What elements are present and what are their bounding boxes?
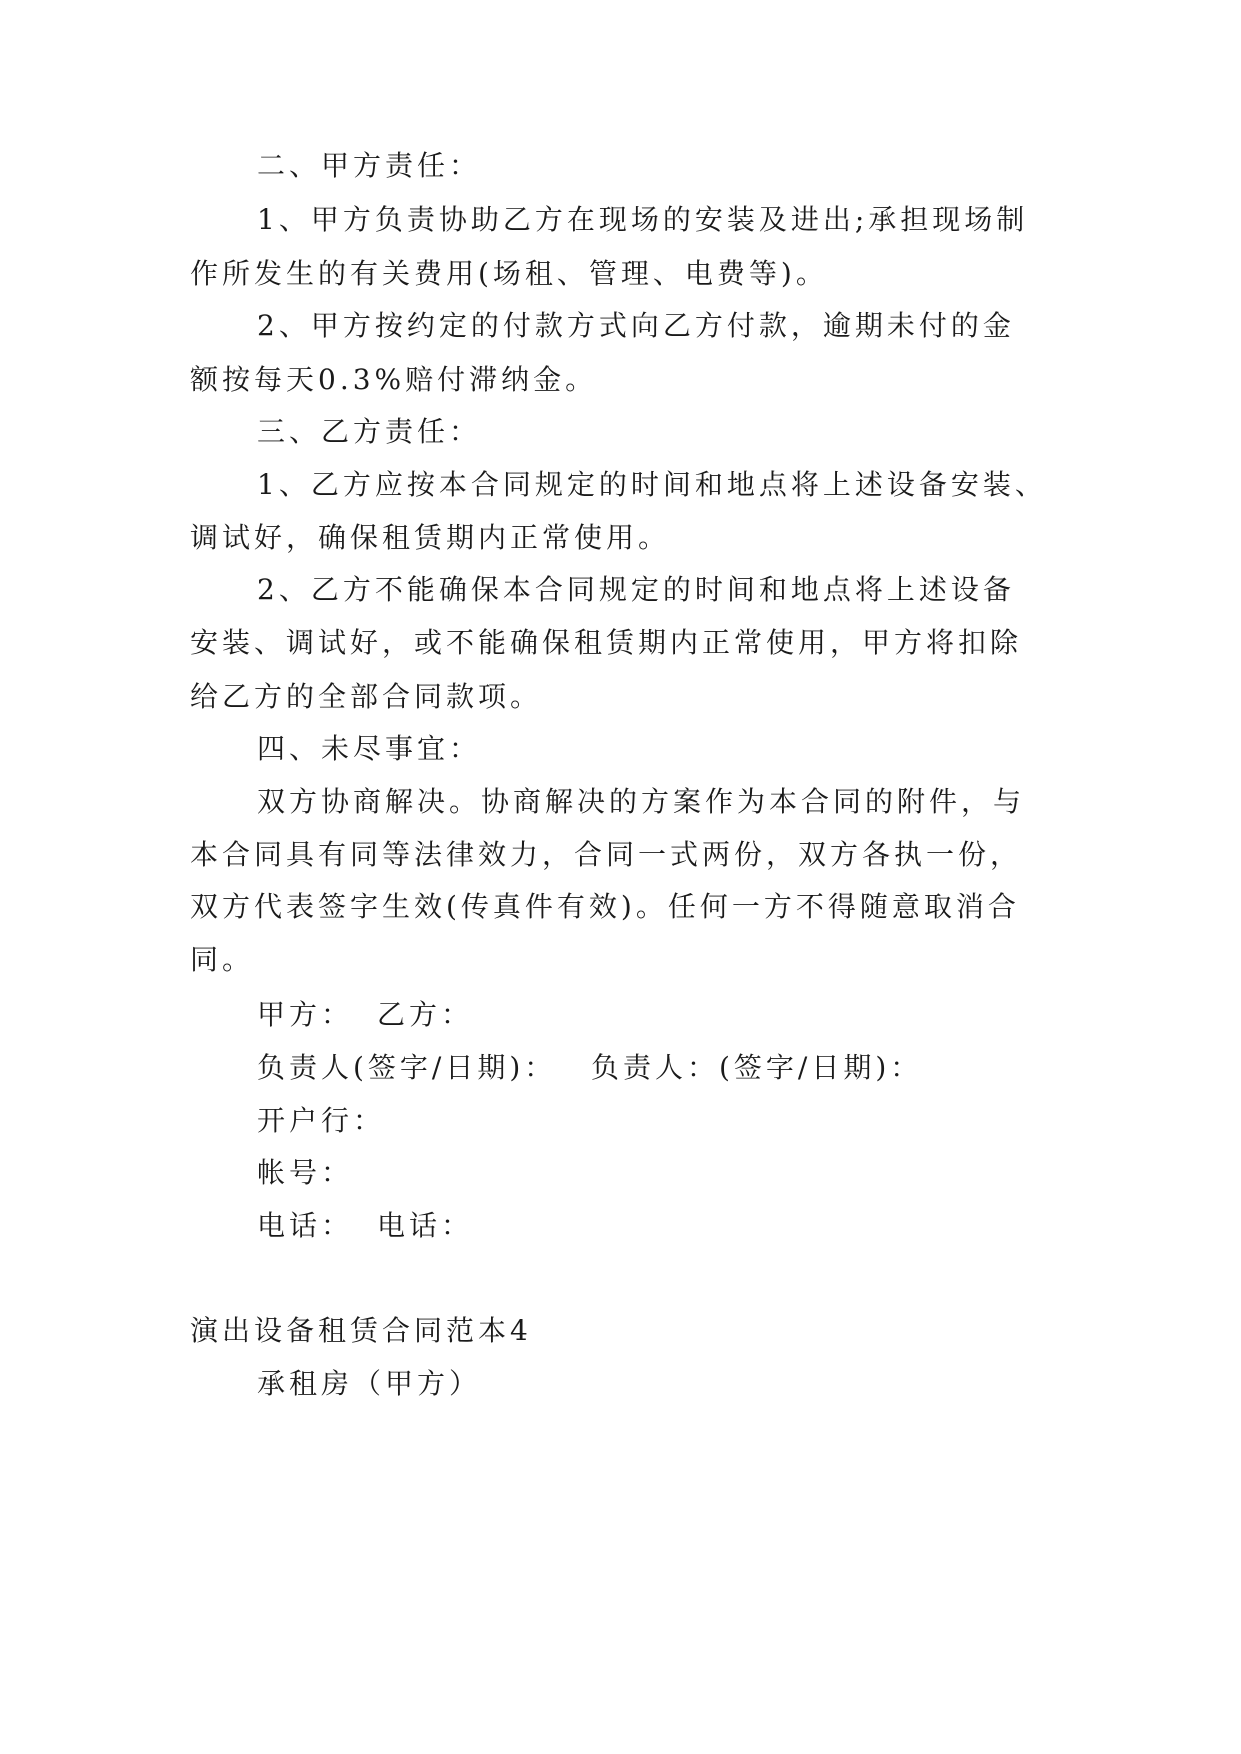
paragraph-line: 给乙方的全部合同款项。 — [190, 680, 543, 713]
next-document-title: 演出设备租赁合同范本4 — [190, 1314, 532, 1347]
paragraph-line: 1、乙方应按本合同规定的时间和地点将上述设备安装、 — [257, 468, 1047, 501]
paragraph-line: 本合同具有同等法律效力，合同一式两份，双方各执一份， — [190, 838, 1023, 871]
responsible-person-b: 负责人：(签字/日期)： — [591, 1051, 923, 1084]
paragraph-line: 额按每天0.3%赔付滞纳金。 — [190, 363, 598, 396]
party-a-label: 甲方： — [257, 998, 354, 1031]
paragraph-line: 调试好，确保租赁期内正常使用。 — [190, 521, 671, 554]
account-label: 帐号： — [257, 1156, 354, 1189]
section-heading-party-a-duties: 二、甲方责任： — [257, 149, 482, 182]
bank-label: 开户行： — [257, 1104, 386, 1137]
paragraph-line: 双方代表签字生效(传真件有效)。任何一方不得随意取消合 — [190, 890, 1020, 923]
paragraph-line: 双方协商解决。协商解决的方案作为本合同的附件，与 — [257, 785, 1026, 818]
phone-a-label: 电话： — [257, 1209, 354, 1242]
phone-b-label: 电话： — [377, 1209, 474, 1242]
responsible-person-a: 负责人(签字/日期)： — [257, 1051, 557, 1084]
paragraph-line: 安装、调试好，或不能确保租赁期内正常使用，甲方将扣除 — [190, 626, 1023, 659]
section-heading-party-b-duties: 三、乙方责任： — [257, 415, 482, 448]
paragraph-line: 同。 — [190, 943, 255, 976]
paragraph-line: 1、甲方负责协助乙方在现场的安装及进出;承担现场制 — [257, 203, 1029, 236]
next-document-first-line: 承租房（甲方） — [257, 1367, 482, 1400]
paragraph-line: 2、乙方不能确保本合同规定的时间和地点将上述设备 — [257, 573, 1015, 606]
paragraph-line: 作所发生的有关费用(场租、管理、电费等)。 — [190, 257, 828, 290]
section-heading-other-matters: 四、未尽事宜： — [257, 732, 482, 765]
paragraph-line: 2、甲方按约定的付款方式向乙方付款，逾期未付的金 — [257, 309, 1015, 342]
party-b-label: 乙方： — [377, 998, 474, 1031]
